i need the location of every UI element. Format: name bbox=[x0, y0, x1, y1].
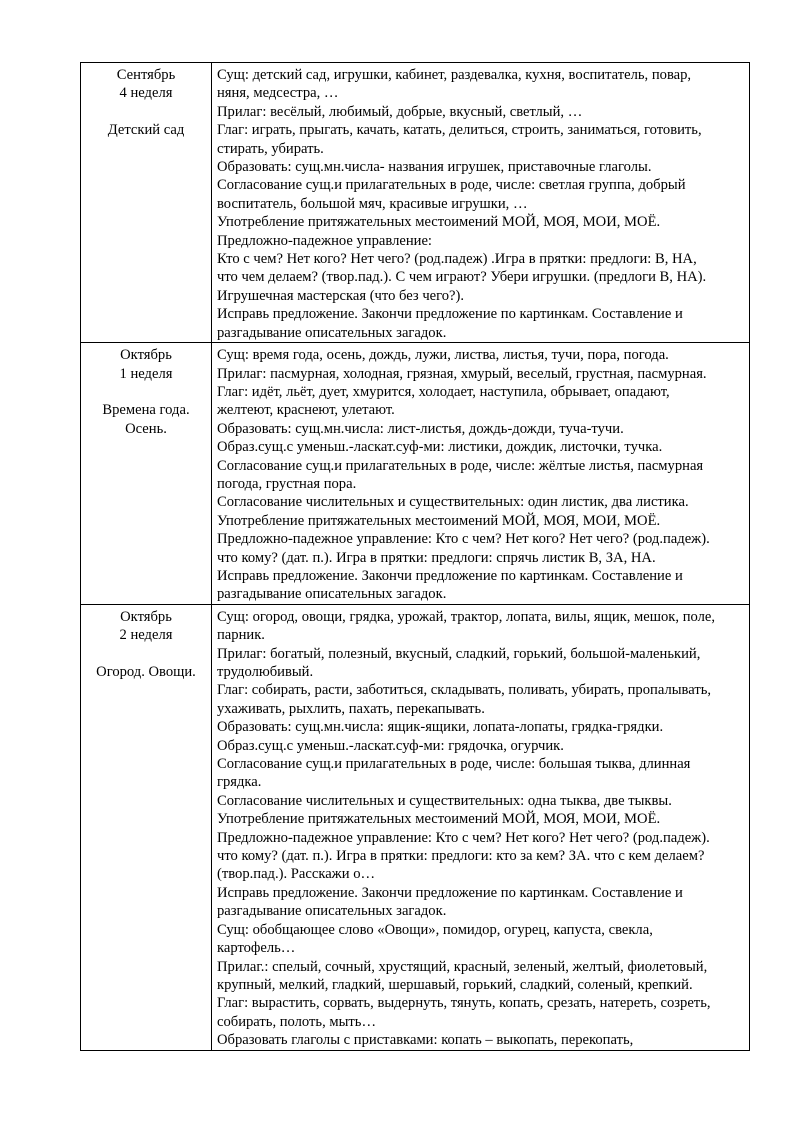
content-line: Образовать глаголы с приставками: копать – выкопать, перекопать, bbox=[217, 1032, 634, 1049]
spacer bbox=[83, 645, 209, 663]
content-line: Прилаг: пасмурная, холодная, грязная, хмурый, веселый, грустная, пасмурная. bbox=[217, 365, 707, 382]
content-line: Глаг: идёт, льёт, дует, хмурится, холодает, наступила, обрывает, опадают, bbox=[217, 383, 670, 400]
content-line: Образовать: сущ.мн.числа: лист-листья, дождь-дожди, туча-тучи. bbox=[217, 420, 624, 437]
content-cell bbox=[212, 343, 750, 605]
content-cell bbox=[212, 604, 750, 1050]
month-label: Сентябрь bbox=[116, 67, 176, 83]
content-line: грядка. bbox=[217, 774, 262, 791]
content-line: Сущ: обобщающее слово «Овощи», помидор, огурец, капуста, свекла, bbox=[217, 921, 653, 938]
topic-label: Осень. bbox=[125, 420, 167, 437]
content-line: Согласование сущ.и прилагательных в роде, числе: большая тыква, длинная bbox=[217, 756, 691, 773]
week-label: 2 неделя bbox=[119, 627, 173, 644]
content-line: Образ.сущ.с уменьш.-ласкат.суф-ми: грядочка, огурчик. bbox=[217, 737, 564, 754]
content-line: Образовать: сущ.мн.числа- названия игрушек, приставочные глаголы. bbox=[217, 159, 652, 176]
content-line: Употребление притяжательных местоимений МОЙ, МОЯ, МОИ, МОЁ. bbox=[217, 811, 661, 828]
content-line: Глаг: собирать, расти, заботиться, складывать, поливать, убирать, пропалывать, bbox=[217, 682, 712, 699]
content-line: Предложно-падежное управление: Кто с чем? Нет кого? Нет чего? (род.падеж). bbox=[217, 829, 710, 846]
month-label: Октябрь bbox=[120, 347, 172, 364]
content-line: Согласование сущ.и прилагательных в роде, числе: жёлтые листья, пасмурная bbox=[217, 457, 704, 474]
content-line: Исправь предложение. Закончи предложение по картинкам. Составление и bbox=[217, 567, 683, 584]
content-line: Исправь предложение. Закончи предложение по картинкам. Составление и bbox=[217, 884, 683, 901]
content-line: картофель… bbox=[217, 940, 296, 957]
spacer bbox=[83, 103, 209, 121]
content-line: разгадывание описательных загадок. bbox=[217, 903, 447, 920]
content-line: Глаг: играть, прыгать, качать, катать, делиться, строить, заниматься, готовить, bbox=[217, 122, 702, 139]
content-line: погода, грустная пора. bbox=[217, 475, 357, 492]
content-line: Сущ: огород, овощи, грядка, урожай, трактор, лопата, вилы, ящик, мешок, поле, bbox=[217, 608, 716, 625]
content-line: (твор.пад.). Расскажи о… bbox=[217, 866, 376, 883]
content-line: крупный, мелкий, гладкий, шершавый, горький, сладкий, соленый, крепкий. bbox=[217, 976, 693, 993]
plan-table-body bbox=[81, 63, 750, 1051]
content-line: Образ.сущ.с уменьш.-ласкат.суф-ми: листики, дождик, листочки, тучка. bbox=[217, 439, 663, 456]
table-row bbox=[81, 343, 750, 605]
content-line: Употребление притяжательных местоимений МОЙ, МОЯ, МОИ, МОЁ. bbox=[217, 512, 661, 529]
week-label: 1 неделя bbox=[119, 365, 173, 382]
content-line: Образовать: сущ.мн.числа: ящик-ящики, лопата-лопаты, грядка-грядки. bbox=[217, 719, 664, 736]
topic-label: Детский сад bbox=[107, 122, 185, 139]
topic-label: Огород. Овощи. bbox=[96, 663, 196, 680]
content-line: что чем делаем? (твор.пад.). С чем играют? Убери игрушки. (предлоги В, НА). bbox=[217, 269, 707, 286]
table-row bbox=[81, 63, 750, 343]
content-line: няня, медсестра, … bbox=[217, 85, 339, 102]
content-line: разгадывание описательных загадок. bbox=[217, 586, 447, 603]
content-line: парник. bbox=[217, 627, 265, 644]
content-line: ухаживать, рыхлить, пахать, перекапывать. bbox=[217, 700, 485, 717]
month-label: Октябрь bbox=[120, 608, 172, 625]
content-line: что кому? (дат. п.). Игра в прятки: предлоги: кто за кем? ЗА. что с кем делаем? bbox=[217, 848, 705, 865]
content-line: разгадывание описательных загадок. bbox=[217, 324, 447, 341]
content-line: Сущ: время года, осень, дождь, лужи, листва, листья, тучи, пора, погода. bbox=[217, 347, 669, 364]
plan-table bbox=[80, 62, 750, 1051]
content-line: Глаг: вырастить, сорвать, выдернуть, тянуть, копать, срезать, натереть, созреть, bbox=[217, 995, 711, 1012]
content-line: Исправь предложение. Закончи предложение по картинкам. Составление и bbox=[217, 306, 683, 323]
content-line: Предложно-падежное управление: bbox=[217, 232, 432, 249]
content-line: что кому? (дат. п.). Игра в прятки: предлоги: спрячь листик В, ЗА, НА. bbox=[217, 549, 656, 566]
content-line: Кто с чем? Нет кого? Нет чего? (род.падеж) .Игра в прятки: предлоги: В, НА, bbox=[217, 251, 697, 268]
content-cell bbox=[212, 63, 750, 343]
content-line: Прилаг: весёлый, любимый, добрые, вкусный, светлый, … bbox=[217, 103, 583, 120]
topic-label: Времена года. bbox=[102, 402, 190, 419]
content-line: собирать, полоть, мыть… bbox=[217, 1013, 377, 1030]
content-line: Согласование числительных и существительных: один листик, два листика. bbox=[217, 494, 689, 511]
content-line: Согласование сущ.и прилагательных в роде, числе: светлая группа, добрый bbox=[217, 177, 686, 194]
content-line: Прилаг.: спелый, сочный, хрустящий, красный, зеленый, желтый, фиолетовый, bbox=[217, 958, 708, 975]
content-line: желтеют, краснеют, улетают. bbox=[217, 402, 395, 419]
period-cell bbox=[81, 63, 212, 343]
spacer bbox=[83, 383, 209, 401]
table-row bbox=[81, 604, 750, 1050]
content-line: трудолюбивый. bbox=[217, 664, 314, 680]
content-line: Употребление притяжательных местоимений МОЙ, МОЯ, МОИ, МОЁ. bbox=[217, 214, 661, 231]
content-line: воспитатель, большой мяч, красивые игрушки, … bbox=[217, 195, 528, 212]
content-line: Предложно-падежное управление: Кто с чем? Нет кого? Нет чего? (род.падеж). bbox=[217, 531, 710, 548]
week-label: 4 неделя bbox=[119, 85, 173, 102]
content-line: стирать, убирать. bbox=[217, 140, 324, 157]
period-cell bbox=[81, 343, 212, 605]
content-line: Игрушечная мастерская (что без чего?). bbox=[217, 287, 465, 304]
period-cell bbox=[81, 604, 212, 1050]
content-line: Согласование числительных и существительных: одна тыква, две тыквы. bbox=[217, 792, 672, 809]
content-line: Сущ: детский сад, игрушки, кабинет, раздевалка, кухня, воспитатель, повар, bbox=[217, 67, 692, 83]
content-line: Прилаг: богатый, полезный, вкусный, сладкий, горький, большой-маленький, bbox=[217, 645, 701, 662]
